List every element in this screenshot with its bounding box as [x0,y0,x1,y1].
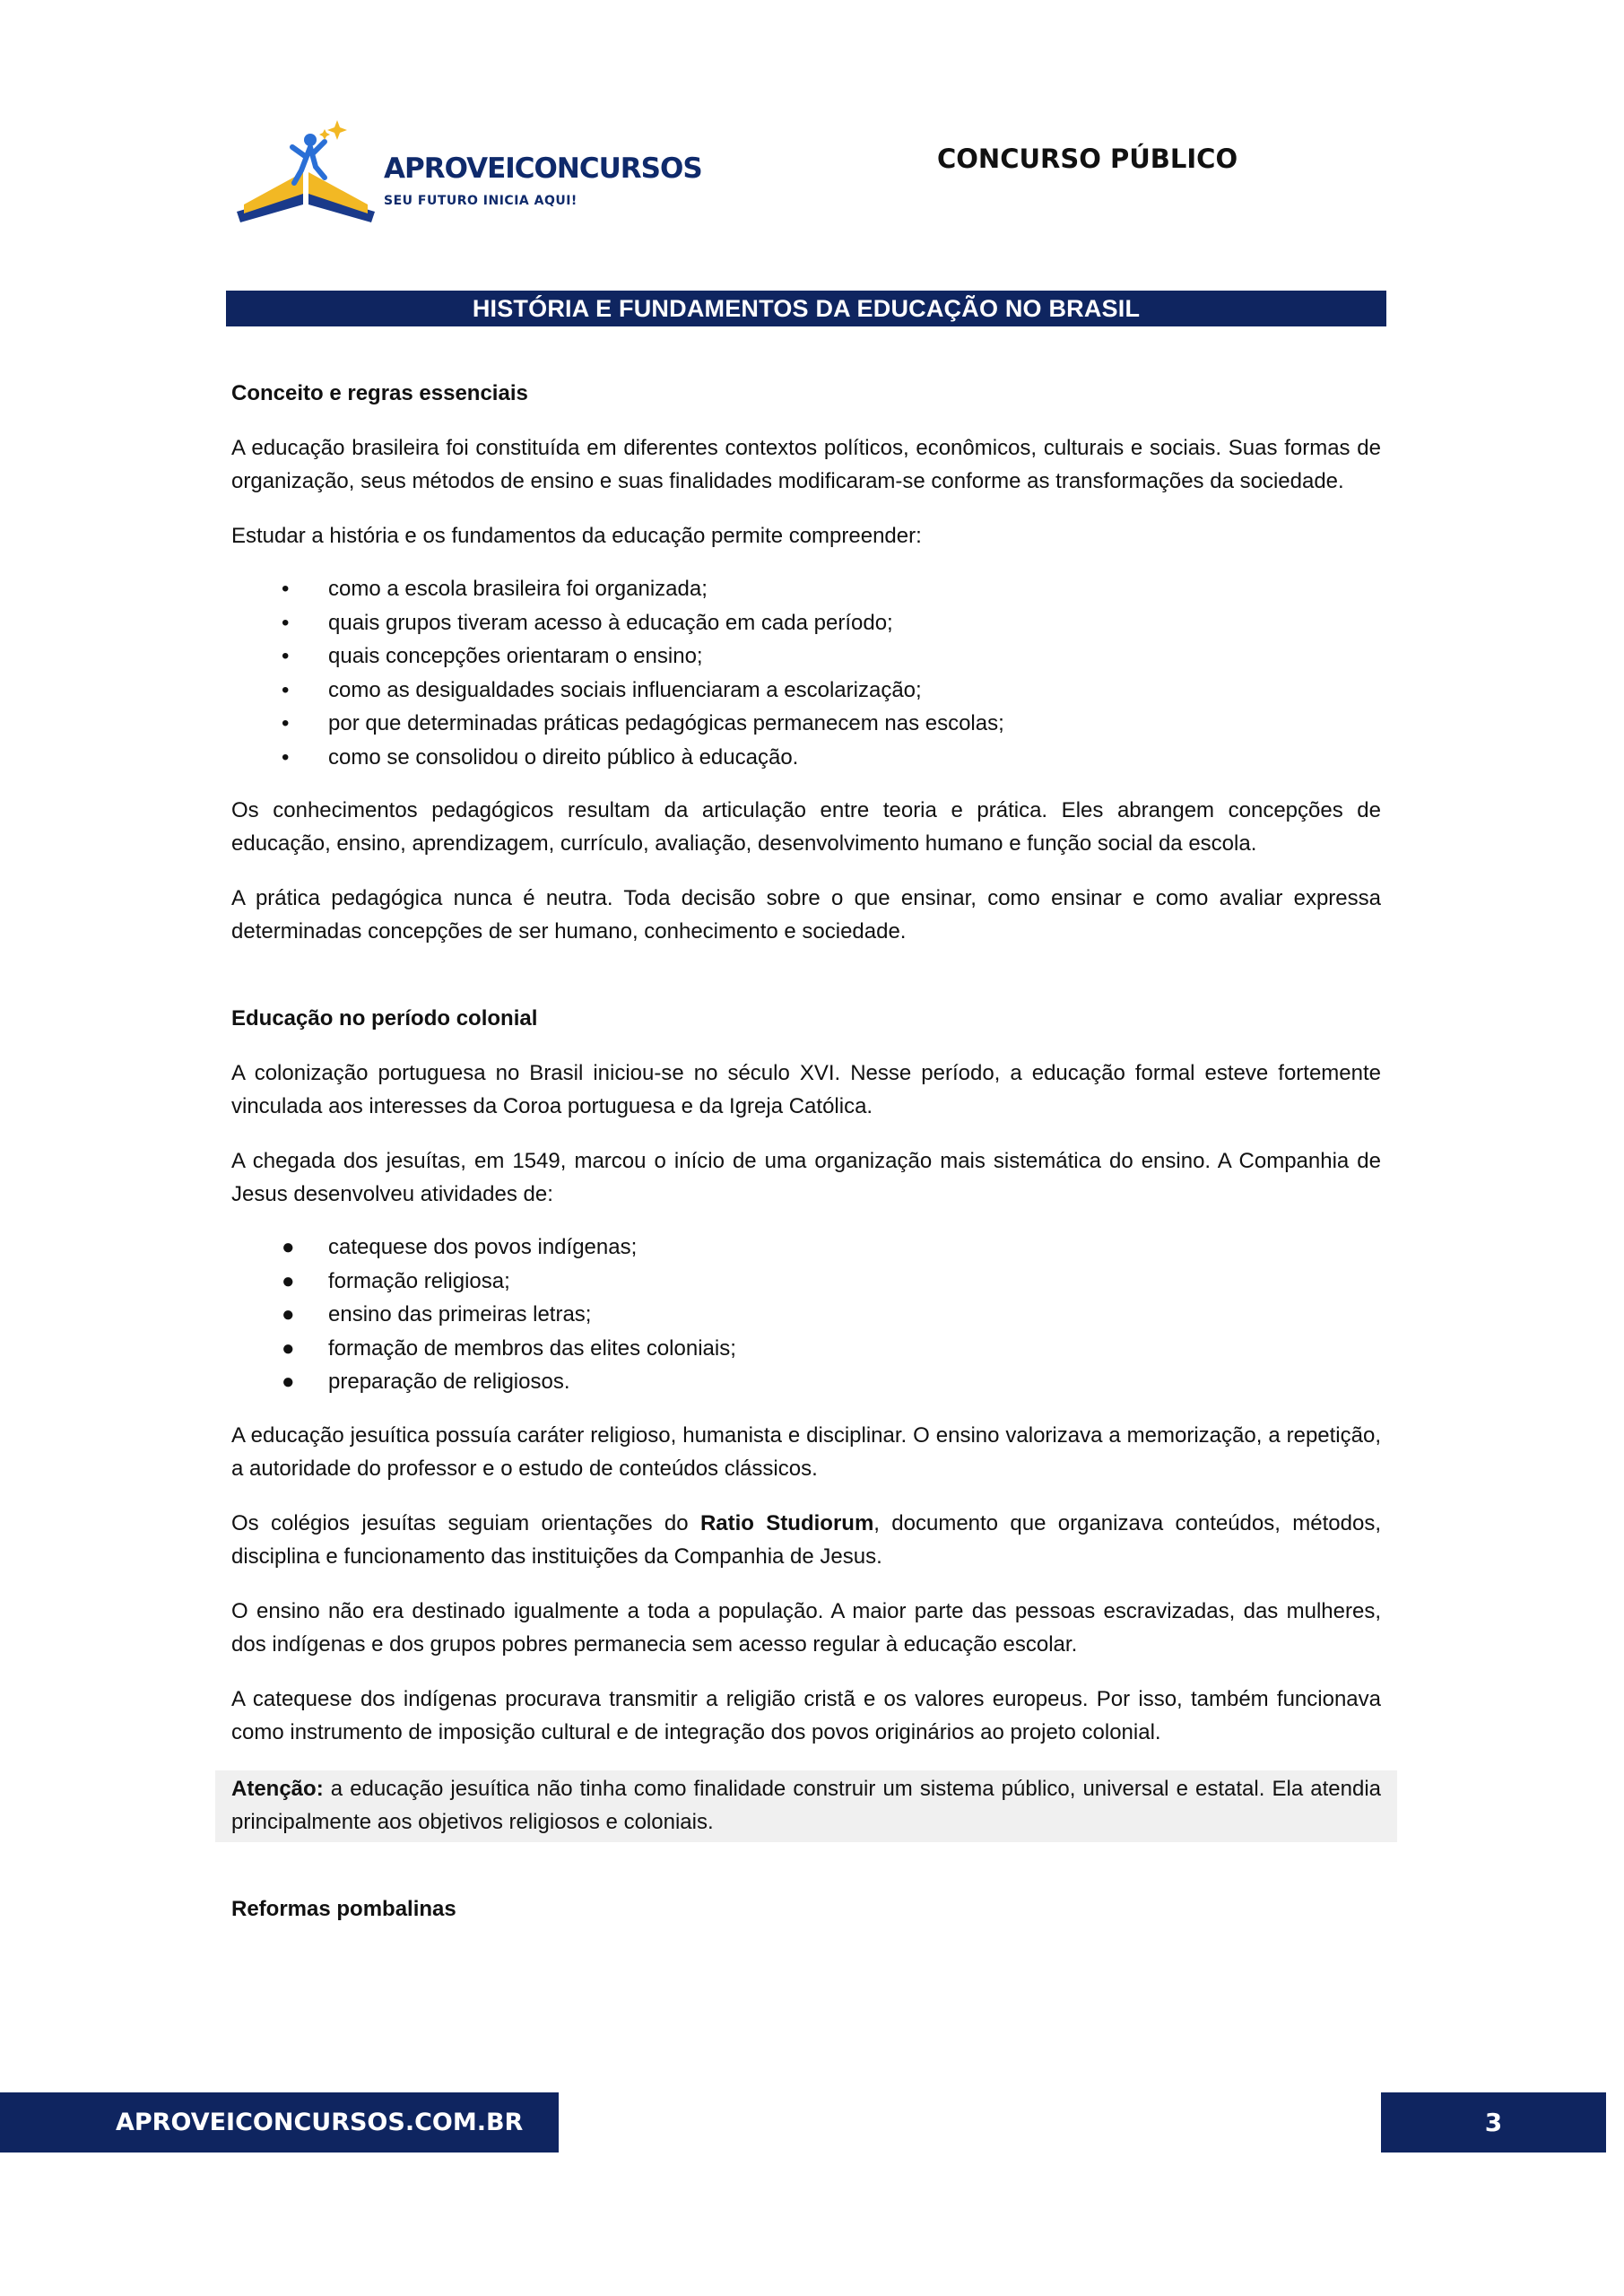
list-item-text: ensino das primeiras letras; [328,1302,592,1326]
list-item-text: formação religiosa; [328,1268,510,1293]
section-heading: Reformas pombalinas [231,1896,456,1921]
paragraph: A catequese dos indígenas procurava transmitir a religião cristã e os valores europeus. Por isso, também funcionava como instrumento de imposição cultural e de integração dos povos originários ao projeto colonial. [231,1686,1381,1744]
paragraph: A chegada dos jesuítas, em 1549, marcou o início de uma organização mais sistemática do ensino. A Companhia de Jesus desenvolveu atividades de: [231,1149,1381,1206]
list-item-text: catequese dos povos indígenas; [328,1235,638,1259]
logo-name: APROVEICONCURSOS [384,152,702,185]
section-heading: Educação no período colonial [231,1006,538,1031]
logo-tagline: SEU FUTURO INICIA AQUI! [384,194,578,208]
bullet-icon: • [282,577,290,601]
list-item [231,674,1381,708]
list-item [231,1365,1381,1399]
list-item-text: quais grupos tiveram acesso à educação em cada período; [328,610,893,635]
list-item-text: preparação de religiosos. [328,1370,570,1394]
paragraph-text: Os colégios jesuítas seguiam orientações do [231,1510,700,1535]
page-number [1381,2092,1606,2152]
list-item [231,1265,1381,1299]
document-body [231,377,1381,1947]
page-number-text: 3 [1484,2108,1503,2137]
page-title: HISTÓRIA E FUNDAMENTOS DA EDUCAÇÃO NO BRASIL [226,291,1386,326]
paragraph: A colonização portuguesa no Brasil iniciou-se no século XVI. Nesse período, a educação formal esteve fortemente vinculada aos interesses da Coroa portuguesa e da Igreja Católica. [231,1061,1381,1118]
bullet-icon: • [282,644,290,668]
bullet-list [231,1231,1381,1399]
paragraph-text: , documento que organizava conteúdos, métodos, disciplina e funcionamento das instituições da Companhia de Jesus. [231,1510,1381,1569]
bullet-icon: ● [282,1235,295,1259]
section-spacer [231,970,1381,1002]
list-item [231,572,1381,606]
list-item [231,639,1381,674]
bullet-icon: ● [282,1302,295,1326]
list-item [231,707,1381,741]
list-item-text: como a escola brasileira foi organizada; [328,577,708,601]
list-item [231,1231,1381,1265]
paragraph: A prática pedagógica nunca é neutra. Toda decisão sobre o que ensinar, como ensinar e como avaliar expressa determinadas concepções de ser humano, conhecimento e sociedade. [231,886,1381,944]
paragraph [231,1507,1381,1573]
bullet-icon: • [282,610,290,635]
open-book-logo-icon [231,115,384,231]
bullet-icon: ● [282,1370,295,1394]
bullet-icon: • [282,711,290,735]
logo [231,115,702,231]
list-item-text: como as desigualdades sociais influenciaram a escolarização; [328,677,922,702]
section-heading: Conceito e regras essenciais [231,381,528,405]
callout-text [231,1772,1381,1839]
list-item [231,741,1381,775]
list-item [231,1332,1381,1366]
bullet-icon: • [282,677,290,702]
footer-site [0,2092,559,2152]
footer-site-text: APROVEICONCURSOS.COM.BR [116,2109,524,2136]
bullet-icon: ● [282,1335,295,1361]
bullet-icon: • [282,744,290,770]
list-item [231,606,1381,640]
header-label: CONCURSO PÚBLICO [937,144,1238,174]
section-spacer [231,1860,1381,1892]
list-item-text: por que determinadas práticas pedagógicas permanecem nas escolas; [328,711,1004,735]
callout-body: a educação jesuítica não tinha como finalidade construir um sistema público, universal e estatal. Ela atendia principalmente aos objetivos religiosos e coloniais. [231,1776,1381,1834]
paragraph: Os conhecimentos pedagógicos resultam da articulação entre teoria e prática. Eles abrangem concepções de educação, ensino, aprendizagem, currículo, avaliação, desenvolvimento humano e função social da escola. [231,798,1381,856]
list-item-text: quais concepções orientaram o ensino; [328,644,703,668]
list-item-text: como se consolidou o direito público à educação. [328,744,799,770]
paragraph: A educação brasileira foi constituída em diferentes contextos políticos, econômicos, culturais e sociais. Suas formas de organização, seus métodos de ensino e suas finalidades modificaram-se conforme as transformações da sociedade. [231,436,1381,493]
bullet-list [231,572,1381,774]
paragraph: Estudar a história e os fundamentos da educação permite compreender: [231,524,922,548]
list-item [231,1298,1381,1332]
attention-callout [215,1770,1397,1842]
paragraph: O ensino não era destinado igualmente a toda a população. A maior parte das pessoas escravizadas, das mulheres, dos indígenas e dos grupos pobres permanecia sem acesso regular à educação escolar. [231,1598,1381,1657]
list-item-text: formação de membros das elites coloniais; [328,1335,736,1361]
bullet-icon: ● [282,1268,295,1293]
callout-label: Atenção: [231,1776,324,1801]
ratio-studiorum-term: Ratio Studiorum [699,1510,874,1535]
paragraph: A educação jesuítica possuía caráter religioso, humanista e disciplinar. O ensino valorizava a memorização, a repetição, a autoridade do professor e o estudo de conteúdos clássicos. [231,1422,1381,1481]
